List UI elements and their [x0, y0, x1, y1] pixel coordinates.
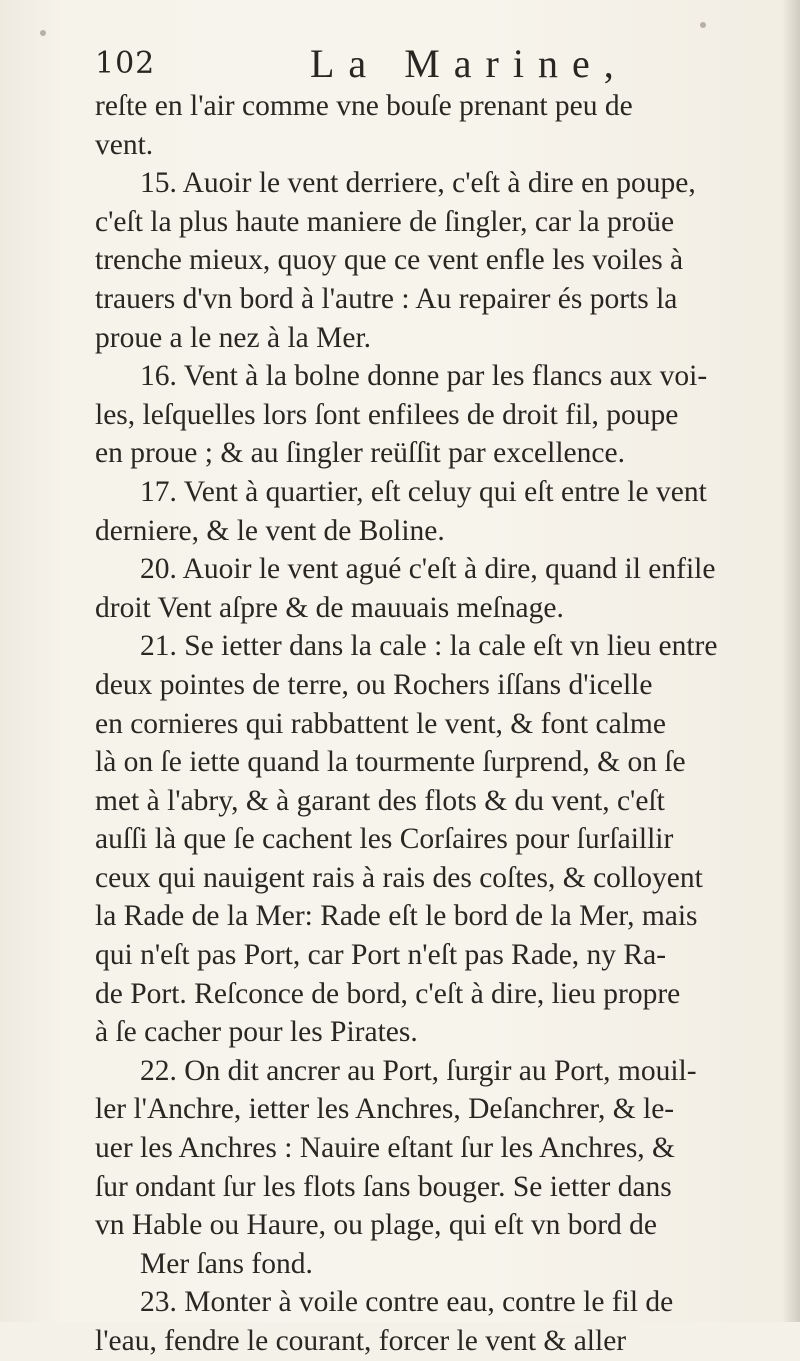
page-header [95, 40, 735, 90]
text-line: trauers d'vn bord à l'autre : Au repairer és ports la [95, 282, 678, 315]
text-line: met à l'abry, & à garant des flots & du vent, c'eſt [95, 784, 665, 817]
text-line: ſur ondant ſur les flots ſans bouger. Se ietter dans [95, 1170, 672, 1203]
text-line: à ſe cacher pour les Pirates. [95, 1016, 418, 1049]
text-line: deux pointes de terre, ou Rochers iſſans d'icelle [95, 668, 653, 701]
text-line: en proue ; & au ſingler reüſſit par excellence. [95, 437, 625, 470]
text-line: les, leſquelles lors ſont enfilees de droit fil, poupe [95, 398, 679, 431]
text-line: derniere, & le vent de Boline. [95, 514, 445, 547]
text-line: Mer ſans fond. [140, 1247, 313, 1280]
text-line: là on ſe iette quand la tourmente ſurprend, & on ſe [95, 746, 686, 779]
body-text [95, 87, 775, 1361]
page-edge-shadow [782, 0, 800, 1322]
text-line: 22. On dit ancrer au Port, ſurgir au Port, mouil- [140, 1054, 697, 1087]
text-line: qui n'eſt pas Port, car Port n'eſt pas Rade, ny Ra- [95, 939, 667, 972]
text-line: trenche mieux, quoy que ce vent enfle les voiles à [95, 244, 684, 277]
text-line: reſte en l'air comme vne bouſe prenant peu de [95, 90, 633, 122]
text-line: 20. Auoir le vent agué c'eſt à dire, quand il enfile [140, 553, 716, 586]
text-line: auſſi là que ſe cachent les Corſaires pour ſurſaillir [95, 823, 674, 856]
text-line: c'eſt la plus haute maniere de ſingler, car la proüe [95, 205, 675, 238]
text-line: 21. Se ietter dans la cale : la cale eſt vn lieu entre [140, 630, 718, 663]
text-line: proue a le nez à la Mer. [95, 321, 372, 354]
page-number: 102 [95, 46, 156, 81]
text-line: de Port. Reſconce de bord, c'eſt à dire, lieu propre [95, 977, 681, 1010]
text-line: 23. Monter à voile contre eau, contre le fil de [140, 1286, 674, 1319]
text-line: en cornieres qui rabbattent le vent, & font calme [95, 707, 666, 740]
ink-speck [700, 22, 706, 28]
text-line: ceux qui nauigent rais à rais des coſtes, & colloyent [95, 861, 703, 894]
text-line: 15. Auoir le vent derriere, c'eſt à dire en poupe, [140, 167, 696, 200]
text-line: vent. [95, 128, 154, 161]
text-line: 17. Vent à quartier, eſt celuy qui eſt entre le vent [140, 475, 707, 508]
text-line: ler l'Anchre, ietter les Anchres, Deſanchrer, & le- [95, 1093, 675, 1126]
running-title: La Marine, [310, 41, 628, 86]
text-line: l'eau, fendre le courant, forcer le vent & aller [95, 1325, 627, 1357]
text-line: vn Hable ou Haure, ou plage, qui eſt vn bord de [95, 1209, 657, 1242]
ink-speck [40, 30, 46, 36]
text-line: la Rade de la Mer: Rade eſt le bord de la Mer, mais [95, 900, 698, 933]
text-line: droit Vent aſpre & de mauuais meſnage. [95, 591, 564, 624]
text-line: 16. Vent à la bolne donne par les flancs aux voi- [140, 360, 708, 393]
text-line: uer les Anchres : Nauire eſtant ſur les Anchres, & [95, 1132, 675, 1165]
